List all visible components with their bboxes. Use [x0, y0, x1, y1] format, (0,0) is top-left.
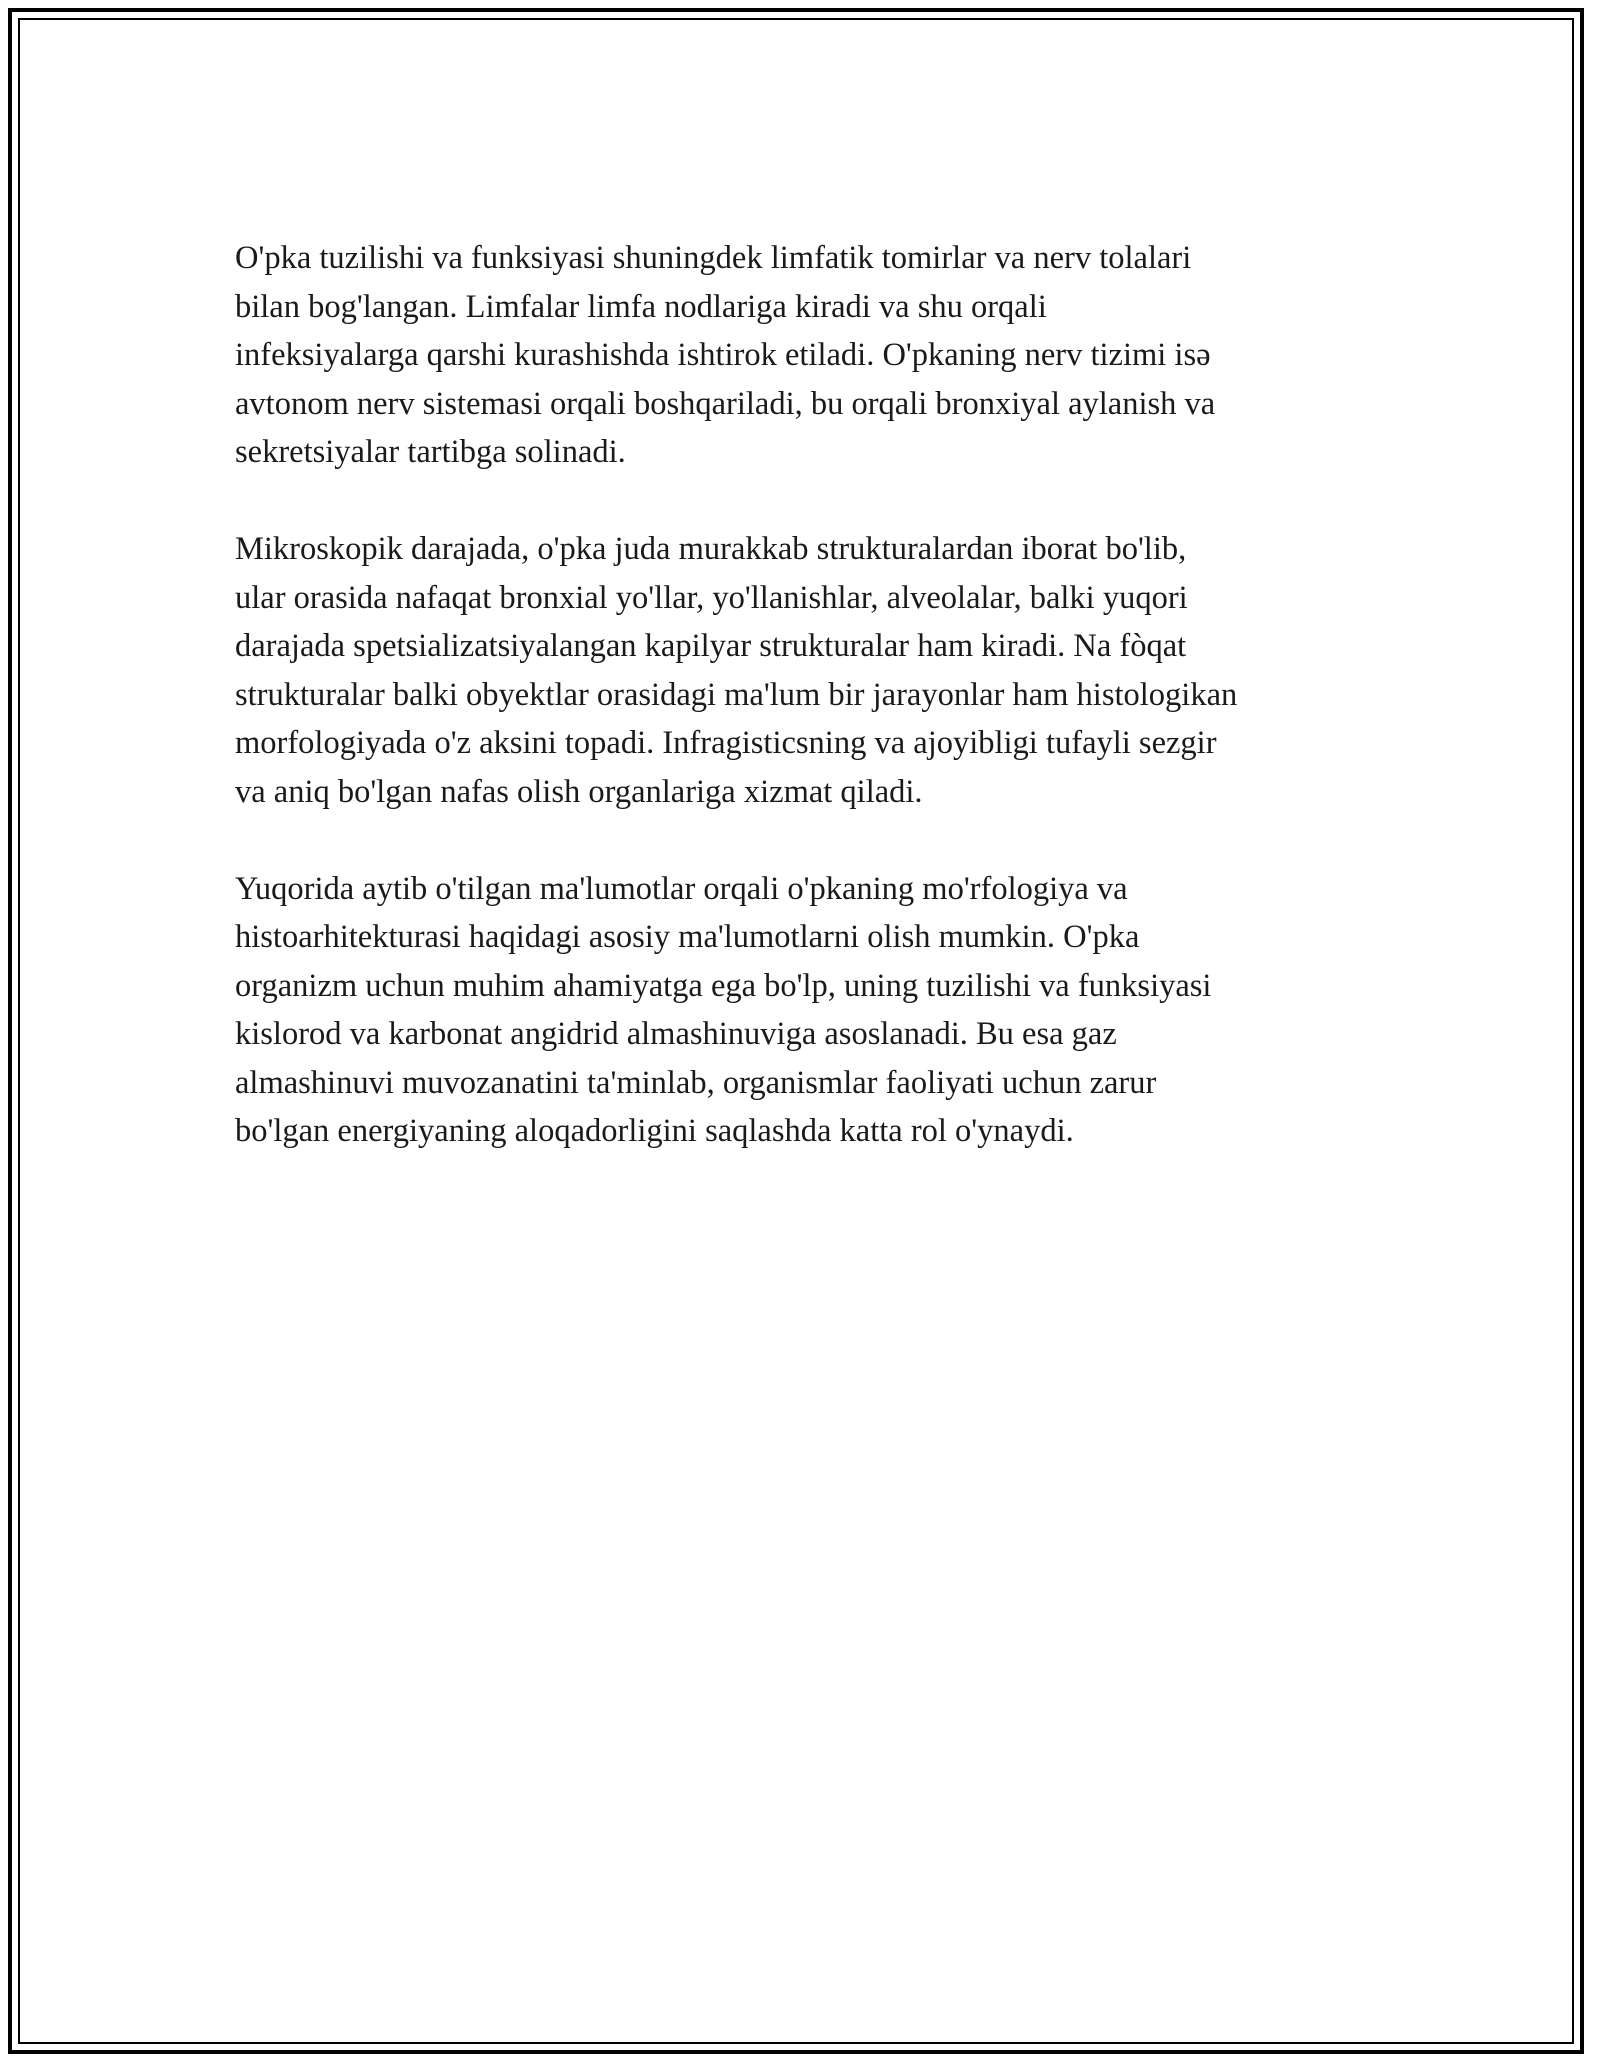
paragraph-1: O'pka tuzilishi va funksiyasi shuningdek limfatik tomirlar va nerv tolalari bilan bog'langan. Limfalar limfa nodlariga kiradi va shu orqali infeksiyalarga qarshi kurashishda ishtirok etiladi. O'pkaning nerv tizimi isə avtonom nerv sistemasi orqali boshqariladi, bu orqali bronxiyal aylanish va sekretsiyalar tartibga solinadi. [235, 240, 1216, 470]
paragraph-2: Mikroskopik darajada, o'pka juda murakkab strukturalardan iborat bo'lib, ular orasida nafaqat bronxial yo'llar, yo'llanishlar, alveolalar, balki yuqori darajada spetsializatsiyalangan kapilyar strukturalar ham kiradi. Na fòqat strukturalar balki obyektlar orasidagi ma'lum bir jarayonlar ham histologikan morfologiyada o'z aksini topadi. Infragisticsning va ajoyibligi tufayli sezgir va aniq bo'lgan nafas olish organlariga xizmat qiladi. [235, 531, 1238, 810]
document-body [235, 234, 1370, 1204]
paragraph-3: Yuqorida aytib o'tilgan ma'lumotlar orqali o'pkaning mo'rfologiya va histoarhitekturasi haqidagi asosiy ma'lumotlarni olish mumkin. O'pka organizm uchun muhim ahamiyatga ega bo'lp, uning tuzilishi va funksiyasi kislorod va karbonat angidrid almashinuviga asoslanadi. Bu esa gaz almashinuvi muvozanatini ta'minlab, organismlar faoliyati uchun zarur bo'lgan energiyaning aloqadorligini saqlashda katta rol o'ynaydi. [235, 870, 1212, 1149]
